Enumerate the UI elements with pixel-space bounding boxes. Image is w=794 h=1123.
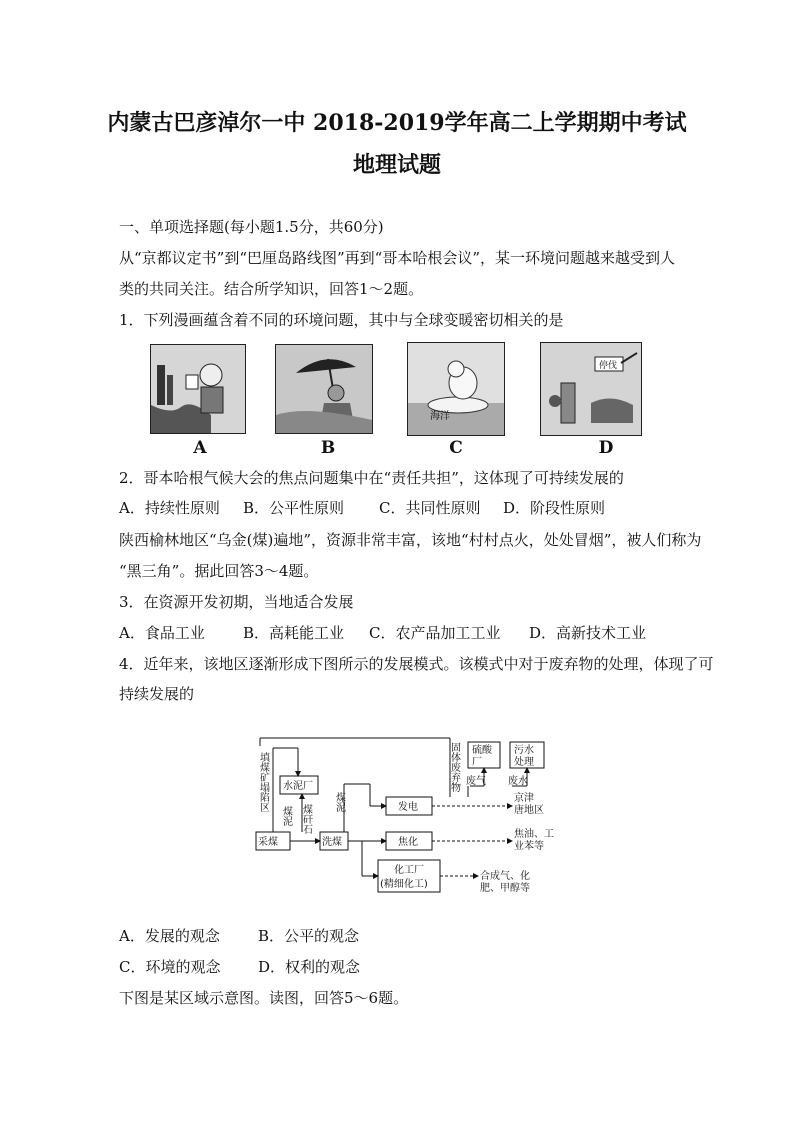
label-coal-mud: 煤泥: [280, 806, 292, 826]
label-sulfuric2: 厂: [472, 757, 482, 768]
label-waste-gas: 废气: [466, 776, 486, 787]
q4-option-d: D．权利的观念: [258, 958, 361, 976]
cartoon-c-image: [407, 342, 505, 436]
intro3: 下图是某区域示意图。读图，回答5～6题。: [119, 989, 409, 1007]
q2-stem: 2．哥本哈根气候大会的焦点问题集中在“责任共担”，这体现了可持续发展的: [119, 469, 624, 487]
q4-option-a: A．发展的观念: [119, 927, 220, 945]
q4-stem-line2: 持续发展的: [119, 685, 195, 703]
intro2-line2: “黑三角”。据此回答3～4题。: [119, 562, 319, 580]
cartoon-c-label: 海洋: [430, 411, 450, 422]
label-coal-mud2: 煤泥: [333, 792, 345, 812]
section-heading: 一、单项选择题(每小题1.5分，共60分): [119, 218, 384, 236]
label-gangue: 煤矸石: [300, 804, 312, 834]
q4-option-c: C．环境的观念: [119, 958, 221, 976]
q4-stem-line1: 4．近年来，该地区逐渐形成下图所示的发展模式。该模式中对于废弃物的处理，体现了可: [119, 655, 714, 673]
q2-option-b: B．公平性原则: [243, 499, 345, 517]
cartoon-d-label: 停伐: [599, 361, 618, 371]
label-sewage2: 处理: [514, 757, 534, 768]
cartoon-a-image: [150, 344, 246, 434]
label-solid-waste: 固体废弃物: [448, 742, 460, 792]
label-sulfuric1: 硫酸: [472, 745, 492, 756]
q3-option-c: C．农产品加工工业: [369, 624, 501, 642]
q4-option-b: B．公平的观念: [258, 927, 360, 945]
label-out2a: 焦油、工: [514, 829, 554, 840]
label-out3a: 合成气、化: [480, 871, 530, 882]
label-power: 发电: [398, 802, 418, 813]
label-fill-mine: 填煤矿塌陷区: [257, 752, 269, 812]
cartoon-b-image: [275, 344, 373, 434]
label-d: D: [598, 438, 614, 458]
intro1-line1: 从“京都议定书”到“巴厘岛路线图”再到“哥本哈根会议”，某一环境问题越来越受到人: [119, 249, 676, 267]
label-b: B: [320, 438, 336, 458]
page-title: 内蒙古巴彦淖尔一中 2018-2019学年高二上学期期中考试: [107, 110, 687, 136]
label-washing: 洗煤: [322, 837, 342, 848]
intro1-line2: 类的共同关注。结合所学知识，回答1～2题。: [119, 280, 424, 298]
q3-option-b: B．高耗能工业: [243, 624, 345, 642]
label-waste-water: 废水: [508, 776, 528, 787]
label-out1b: 唐地区: [514, 805, 544, 816]
label-chem1: 化工厂: [394, 865, 424, 876]
label-mining: 采煤: [258, 837, 278, 848]
label-coking: 焦化: [398, 837, 418, 848]
label-sewage1: 污水: [514, 745, 534, 756]
cartoon-d-image: [540, 342, 642, 436]
label-out3b: 肥、甲醇等: [480, 883, 530, 894]
label-out2b: 业苯等: [514, 841, 544, 852]
label-out1a: 京津: [514, 793, 534, 804]
label-c: C: [449, 438, 463, 458]
q2-option-d: D．阶段性原则: [503, 499, 606, 517]
label-cement: 水泥厂: [283, 781, 313, 792]
coal-flow-diagram: [250, 736, 560, 898]
label-a: A: [193, 438, 207, 458]
q3-option-d: D．高新技术工业: [529, 624, 647, 642]
label-chem2: (精细化工): [380, 879, 428, 890]
intro2-line1: 陕西榆林地区“乌金(煤)遍地”，资源非常丰富，该地“村村点火，处处冒烟”，被人们称为: [119, 531, 702, 549]
q3-stem: 3．在资源开发初期，当地适合发展: [119, 593, 354, 611]
q2-option-c: C．共同性原则: [379, 499, 481, 517]
q1-stem: 1．下列漫画蕴含着不同的环境问题，其中与全球变暖密切相关的是: [119, 311, 564, 329]
q3-option-a: A．食品工业: [119, 624, 205, 642]
q2-option-a: A．持续性原则: [119, 499, 220, 517]
page-subtitle: 地理试题: [352, 152, 441, 178]
